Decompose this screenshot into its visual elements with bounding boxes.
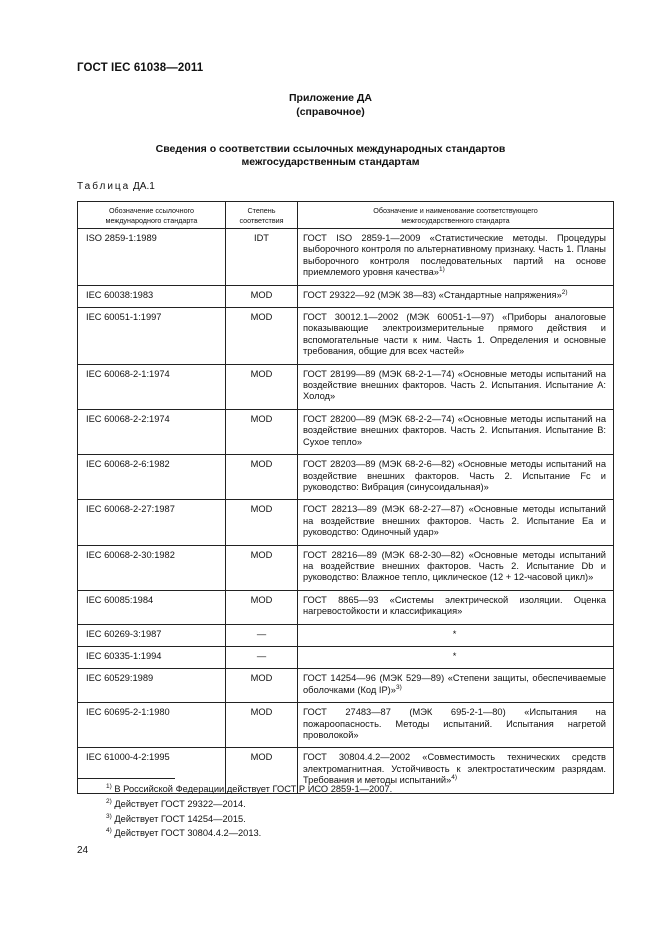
header-intl-standard: Обозначение ссылочного международного стандарта (78, 202, 226, 229)
cell-national: ГОСТ 28213—89 (МЭК 68-2-27—87) «Основные методы испытаний на воздействие внешних факторов. Часть 2. Испытание Еа и руководство: Одиночный удар» (298, 500, 614, 545)
table-row (78, 703, 614, 748)
table-row (78, 409, 614, 454)
table-row (78, 285, 614, 307)
cell-intl: IEC 61000-4-2:1995 (78, 748, 226, 793)
table-caption-id: ДА.1 (133, 181, 155, 192)
table-row (78, 308, 614, 365)
cell-degree: IDT (226, 229, 298, 286)
footnote-mark: 4) (106, 827, 112, 834)
cell-intl: IEC 60051-1:1997 (78, 308, 226, 365)
cell-national: ГОСТ 14254—96 (МЭК 529—89) «Степени защиты, обеспечиваемые оболочками (Код IP)»$^{3)}$ (298, 669, 614, 703)
table-row (78, 624, 614, 646)
footnote-text: В Российской Федерации действует ГОСТ Р ИСО 2859-1—2007. (114, 784, 393, 794)
cell-intl: IEC 60068-2-1:1974 (78, 364, 226, 409)
cell-intl: IEC 60695-2-1:1980 (78, 703, 226, 748)
page-number: 24 (77, 845, 89, 856)
cell-national: ГОСТ 27483—87 (МЭК 695-2-1—80) «Испытания на пожароопасность. Методы испытаний. Испытания нагретой проволокой» (298, 703, 614, 748)
cell-intl: IEC 60068-2-30:1982 (78, 545, 226, 590)
footnote (106, 828, 261, 838)
cell-national: ГОСТ 29322—92 (МЭК 38—83) «Стандартные напряжения»$^{2)}$ (298, 285, 614, 307)
footnote-mark: 1) (106, 783, 112, 790)
section-title-line1: Сведения о соответствии ссылочных международных стандартов (155, 143, 506, 155)
footnote (106, 799, 246, 809)
standards-table (77, 201, 614, 794)
footnote-ref: 2) (561, 288, 568, 296)
table-row (78, 590, 614, 624)
footnote (106, 814, 246, 824)
cell-national: ГОСТ ISO 2859-1—2009 «Статистические методы. Процедуры выборочного контроля по альтернативному признаку. Часть 1. Планы выборочного контроля последовательных партий на основе приемлемого уровня качества»$^{1)}$ (298, 229, 614, 286)
cell-national: ГОСТ 28203—89 (МЭК 68-2-6—82) «Основные методы испытаний на воздействие внешних факторов. Часть 2. Испытание Fc и руководство: Вибрация (синусоидальная)» (298, 455, 614, 500)
cell-intl: IEC 60335-1:1994 (78, 646, 226, 668)
appendix-subtitle: (справочное) (296, 106, 365, 118)
cell-national: * (298, 646, 614, 668)
cell-degree: MOD (226, 545, 298, 590)
table-row (78, 364, 614, 409)
cell-degree: MOD (226, 364, 298, 409)
cell-degree: MOD (226, 590, 298, 624)
cell-degree: MOD (226, 409, 298, 454)
footnote-ref: 1) (438, 266, 445, 274)
cell-degree: MOD (226, 308, 298, 365)
table-caption-prefix: Таблица (77, 181, 131, 192)
table-header-row (78, 202, 614, 229)
table-row (78, 545, 614, 590)
footnote-mark: 2) (106, 798, 112, 805)
footnote-text: Действует ГОСТ 14254—2015. (114, 814, 246, 824)
footnote-mark: 3) (106, 813, 112, 820)
cell-intl: IEC 60068-2-2:1974 (78, 409, 226, 454)
cell-intl: IEC 60068-2-27:1987 (78, 500, 226, 545)
cell-national: ГОСТ 28200—89 (МЭК 68-2-2—74) «Основные методы испытаний на воздействие внешних факторов. Часть 2. Испытания. Испытание В: Сухое тепло» (298, 409, 614, 454)
table-row (78, 500, 614, 545)
table-caption (77, 181, 155, 192)
section-title-line2: межгосударственным стандартам (241, 156, 420, 168)
cell-degree: MOD (226, 703, 298, 748)
table-row (78, 229, 614, 286)
cell-national: * (298, 624, 614, 646)
footnote-ref: 4) (451, 774, 458, 782)
table-row (78, 646, 614, 668)
cell-intl: IEC 60085:1984 (78, 590, 226, 624)
cell-intl: ISO 2859-1:1989 (78, 229, 226, 286)
header-national-standard: Обозначение и наименование соответствующего межгосударственного стандарта (298, 202, 614, 229)
cell-degree: MOD (226, 669, 298, 703)
footnote (106, 784, 392, 794)
cell-national: ГОСТ 28199—89 (МЭК 68-2-1—74) «Основные методы испытаний на воздействие внешних факторов. Часть 2. Испытания. Испытание А: Холод» (298, 364, 614, 409)
cell-national: ГОСТ 8865—93 «Системы электрической изоляции. Оценка нагревостойкости и классификация» (298, 590, 614, 624)
cell-degree: MOD (226, 285, 298, 307)
cell-national: ГОСТ 30012.1—2002 (МЭК 60051-1—97) «Приборы аналоговые показывающие электроизмерительные прямого действия и вспомогательные части к ним. Часть 1. Определения и основные требования, общие для всех частей» (298, 308, 614, 365)
footnote-text: Действует ГОСТ 29322—2014. (114, 799, 246, 809)
cell-degree: MOD (226, 748, 298, 793)
cell-degree: MOD (226, 500, 298, 545)
cell-degree: — (226, 624, 298, 646)
cell-national: ГОСТ 28216—89 (МЭК 68-2-30—82) «Основные методы испытаний на воздействие внешних факторов. Часть 2. Испытание Db и руководство: Влажное тепло, циклическое (12 + 12-часовой цикл)» (298, 545, 614, 590)
cell-intl: IEC 60269-3:1987 (78, 624, 226, 646)
cell-intl: IEC 60038:1983 (78, 285, 226, 307)
cell-intl: IEC 60068-2-6:1982 (78, 455, 226, 500)
appendix-title: Приложение ДА (289, 92, 372, 104)
header-degree: Степень соответствия (226, 202, 298, 229)
footnote-divider (77, 778, 175, 779)
footnote-text: Действует ГОСТ 30804.4.2—2013. (114, 828, 262, 838)
cell-intl: IEC 60529:1989 (78, 669, 226, 703)
cell-national: ГОСТ 30804.4.2—2002 «Совместимость технических средств электромагнитная. Устойчивость к электростатическим разрядам. Требования и методы испытаний»$^{4)}$ (298, 748, 614, 793)
document-id-header: ГОСТ IEC 61038—2011 (77, 62, 204, 74)
table-row (78, 669, 614, 703)
cell-degree: — (226, 646, 298, 668)
table-row (78, 455, 614, 500)
footnote-ref: 3) (395, 683, 402, 691)
cell-degree: MOD (226, 455, 298, 500)
